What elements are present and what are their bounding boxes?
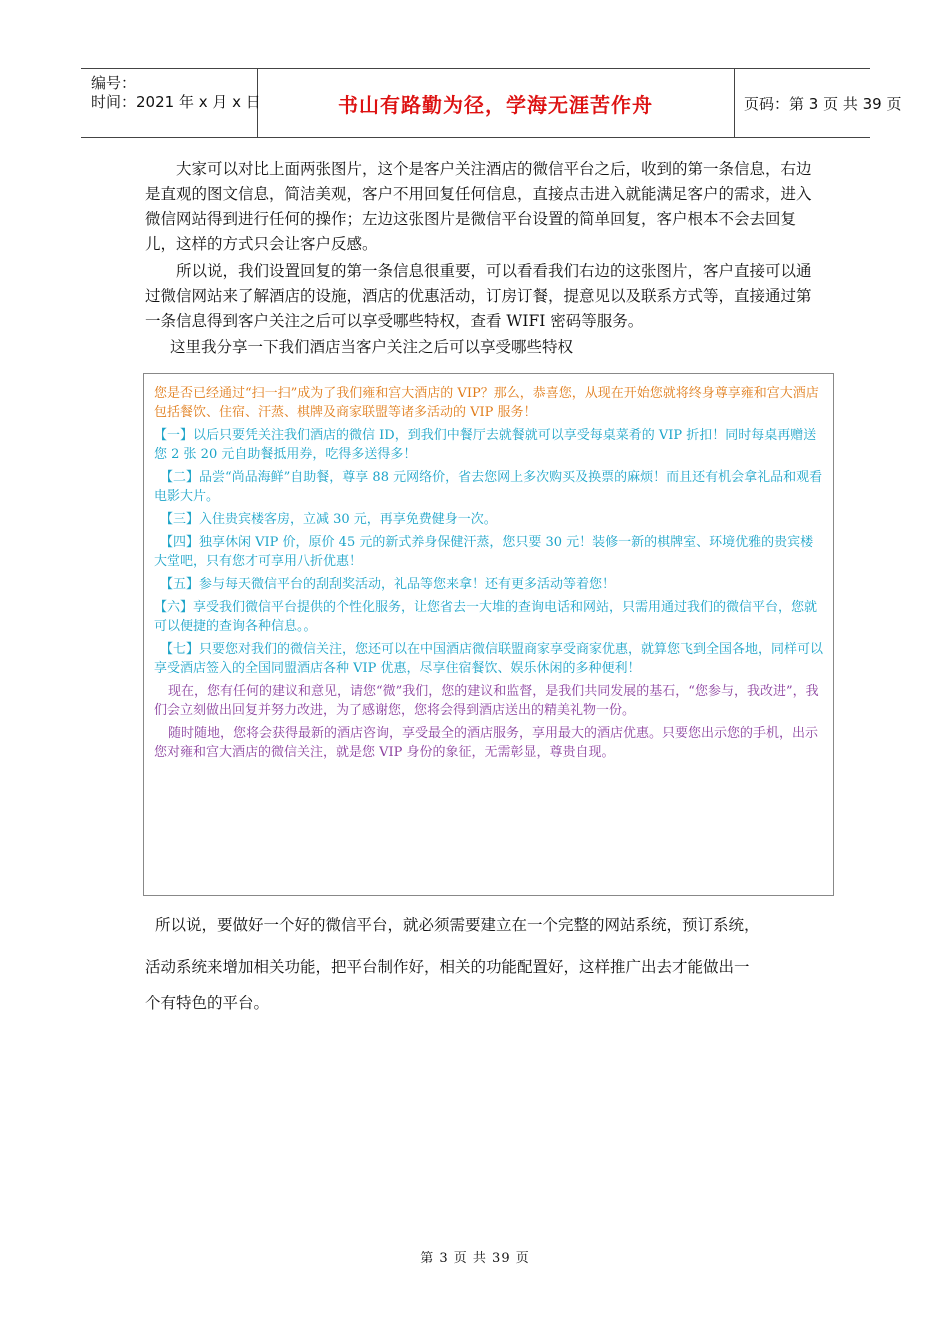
page-number-label: 页码：第 3 页 共 39 页 [744, 95, 902, 113]
intro-paragraph-2: 所以说，我们设置回复的第一条信息很重要，可以看看我们右边的这张图片，客户直接可以通过微信网站来了解酒店的设施，酒店的优惠活动，订房订餐，提意见以及联系方式等，直接通过第一条信息得到客户关注之后可以享受哪些特权，查看 WIFI 密码等服务。 [145, 262, 812, 330]
page-footer: 第 3 页 共 39 页 [420, 1251, 530, 1266]
outro-line-3: 个有特色的平台。 [145, 994, 270, 1012]
header-motto-cell [257, 69, 735, 137]
privilege-item-5: 【五】参与每天微信平台的刮刮奖活动，礼品等您来拿！还有更多活动等着您！ [160, 577, 616, 592]
closing-paragraph-1: 现在，您有任何的建议和意见，请您“微”我们，您的建议和监督，是我们共同发展的基石，“您参与，我改进”，我们会立刻做出回复并努力改进，为了感谢您，您将会得到酒店送出的精美礼物一份。 [154, 684, 819, 718]
privilege-item-1: 【一】以后只要凭关注我们酒店的微信 ID，到我们中餐厅去就餐就可以享受每桌菜肴的 VIP 折扣！同时每桌再赠送您 2 张 20 元自助餐抵用券，吃得多送得多！ [154, 428, 817, 462]
time-label: 时间：2021 年 x 月 x 日 [91, 93, 261, 111]
privilege-item-2: 【二】品尝“尚品海鲜”自助餐，尊享 88 元网络价，省去您网上多次购买及换票的麻烦！而且还有机会拿礼品和观看电影大片。 [154, 470, 823, 504]
header-info-cell [81, 69, 261, 137]
intro-paragraph-1: 大家可以对比上面两张图片，这个是客户关注酒店的微信平台之后，收到的第一条信息，右边是直观的图文信息，简洁美观，客户不用回复任何信息，直接点击进入就能满足客户的需求，进入微信网站得到进行任何的操作；左边这张图片是微信平台设置的简单回复，客户根本不会去回复儿，这样的方式只会让客户反感。 [145, 160, 812, 253]
welcome-text: 您是否已经通过“扫一扫”成为了我们雍和宫大酒店的 VIP？那么，恭喜您，从现在开始您就将终身尊享雍和宫大酒店包括餐饮、住宿、汗蒸、棋牌及商家联盟等诸多活动的 VIP 服务！ [154, 386, 819, 420]
page-header [81, 68, 902, 138]
privilege-item-3: 【三】入住贵宾楼客房，立减 30 元，再享免费健身一次。 [160, 512, 497, 527]
privilege-item-6: 【六】享受我们微信平台提供的个性化服务，让您省去一大堆的查询电话和网站，只需用通过我们的微信平台，您就可以便捷的查询各种信息。。 [154, 600, 818, 634]
outro-line-2: 活动系统来增加相关功能，把平台制作好，相关的功能配置好，这样推广出去才能做出一 [145, 958, 750, 976]
outro-line-1: 所以说，要做好一个好的微信平台，就必须需要建立在一个完整的网站系统，预订系统， [155, 916, 760, 934]
closing-paragraph-2: 随时随地，您将会获得最新的酒店咨询，享受最全的酒店服务，享用最大的酒店优惠。只要您出示您的手机，出示您对雍和宫大酒店的微信关注，就是您 VIP 身份的象征，无需彰显，尊贵自现。 [154, 726, 819, 760]
header-page-cell [734, 69, 902, 137]
motto-text: 书山有路勤为径，学海无涯苦作舟 [338, 93, 653, 117]
privileges-message-box [143, 373, 834, 896]
privilege-item-4: 【四】独享休闲 VIP 价，原价 45 元的新式养身保健汗蒸，您只要 30 元！装修一新的棋牌室、环境优雅的贵宾楼大堂吧，只有您才可享用八折优惠！ [154, 535, 814, 569]
privileges-content [154, 384, 824, 766]
serial-label: 编号： [91, 74, 137, 92]
privilege-item-7: 【七】只要您对我们的微信关注，您还可以在中国酒店微信联盟商家享受商家优惠，就算您飞到全国各地，同样可以享受酒店签入的全国同盟酒店各种 VIP 优惠，尽享住宿餐饮、娱乐休闲的多种便利！ [154, 642, 824, 676]
intro-paragraph-3: 这里我分享一下我们酒店当客户关注之后可以享受哪些特权 [170, 338, 574, 356]
